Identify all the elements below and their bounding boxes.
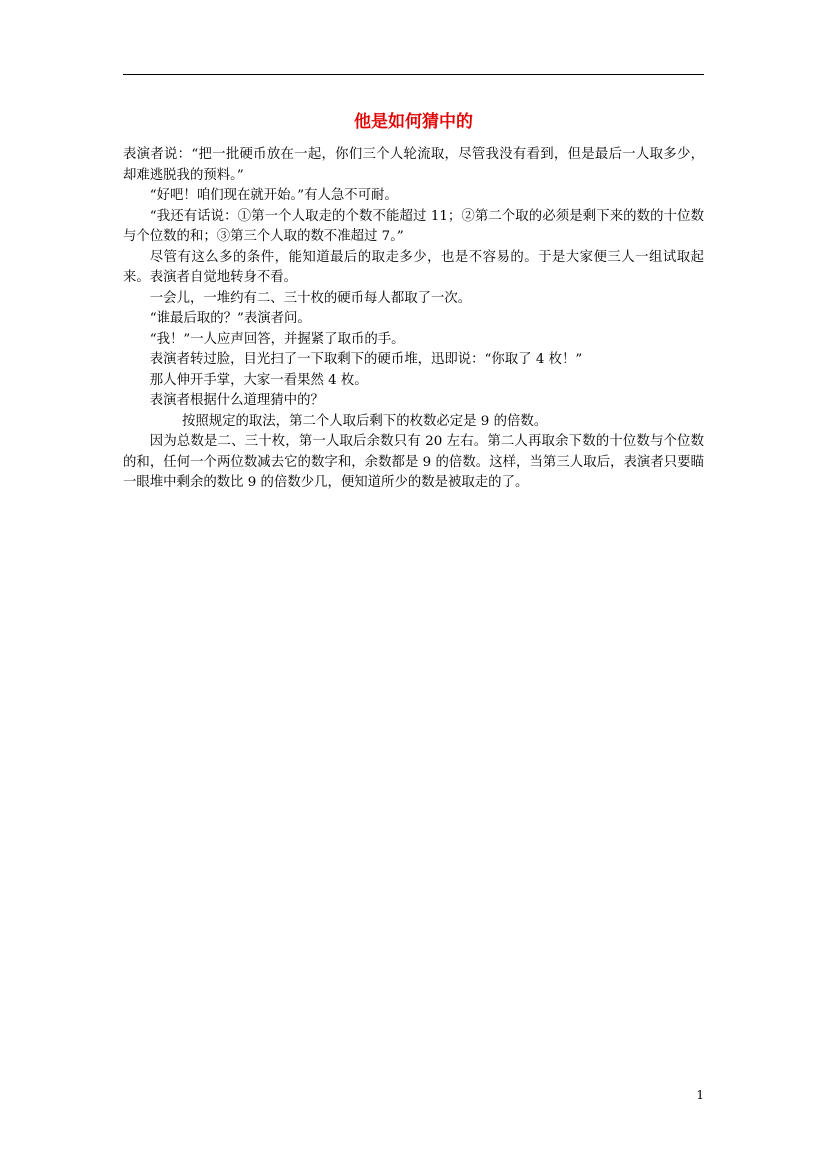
- paragraph-question: 表演者根据什么道理猜中的？: [149, 393, 324, 408]
- paragraph: 那人伸开手掌，大家一看果然 4 枚。: [149, 372, 368, 388]
- paragraph: 表演者转过脸，目光扫了一下取剩下的硬币堆，迅即说：“你取了 4 枚！”: [149, 352, 583, 367]
- paragraph-intro: 表演者说：“把一批硬币放在一起，你们三个人轮流取，尽管我没有看到，但是最后一人取多少，却难逃脱我的预料。”: [123, 147, 704, 183]
- document-title: 他是如何猜中的: [354, 112, 473, 132]
- page-number: 1: [696, 1088, 704, 1102]
- paragraph: “好吧！咱们现在就开始。”有人急不可耐。: [149, 188, 398, 203]
- paragraph: “我！”一人应声回答，并握紧了取币的手。: [149, 331, 405, 347]
- paragraph: “谁最后取的？”表演者问。: [149, 311, 311, 326]
- paragraph: 一会儿，一堆约有二、三十枚的硬币每人都取了一次。: [149, 290, 472, 306]
- document-body: [123, 145, 704, 494]
- paragraph-explanation: 因为总数是二、三十枚，第一人取后余数只有 20 左右。第二人再取余下数的十位数与个位数的和，任何一个两位数减去它的数字和，余数都是 9 的倍数。这样，当第三人取后，表演者只要瞄一眼堆中剩余的数比 9 的倍数少几，便知道所少的数是被取走的了。: [123, 434, 704, 490]
- header-rule: [123, 74, 704, 75]
- paragraph: 尽管有这么多的条件，能知道最后的取走多少，也是不容易的。于是大家便三人一组试取起来。表演者自觉地转身不看。: [123, 249, 704, 285]
- paragraph: “我还有话说：①第一个人取走的个数不能超过 11；②第二个取的必须是剩下来的数的十位数与个位数的和；③第三个人取的数不准超过 7。”: [123, 208, 704, 244]
- paragraph-answer: 按照规定的取法，第二个人取后剩下的枚数必定是 9 的倍数。: [181, 413, 548, 429]
